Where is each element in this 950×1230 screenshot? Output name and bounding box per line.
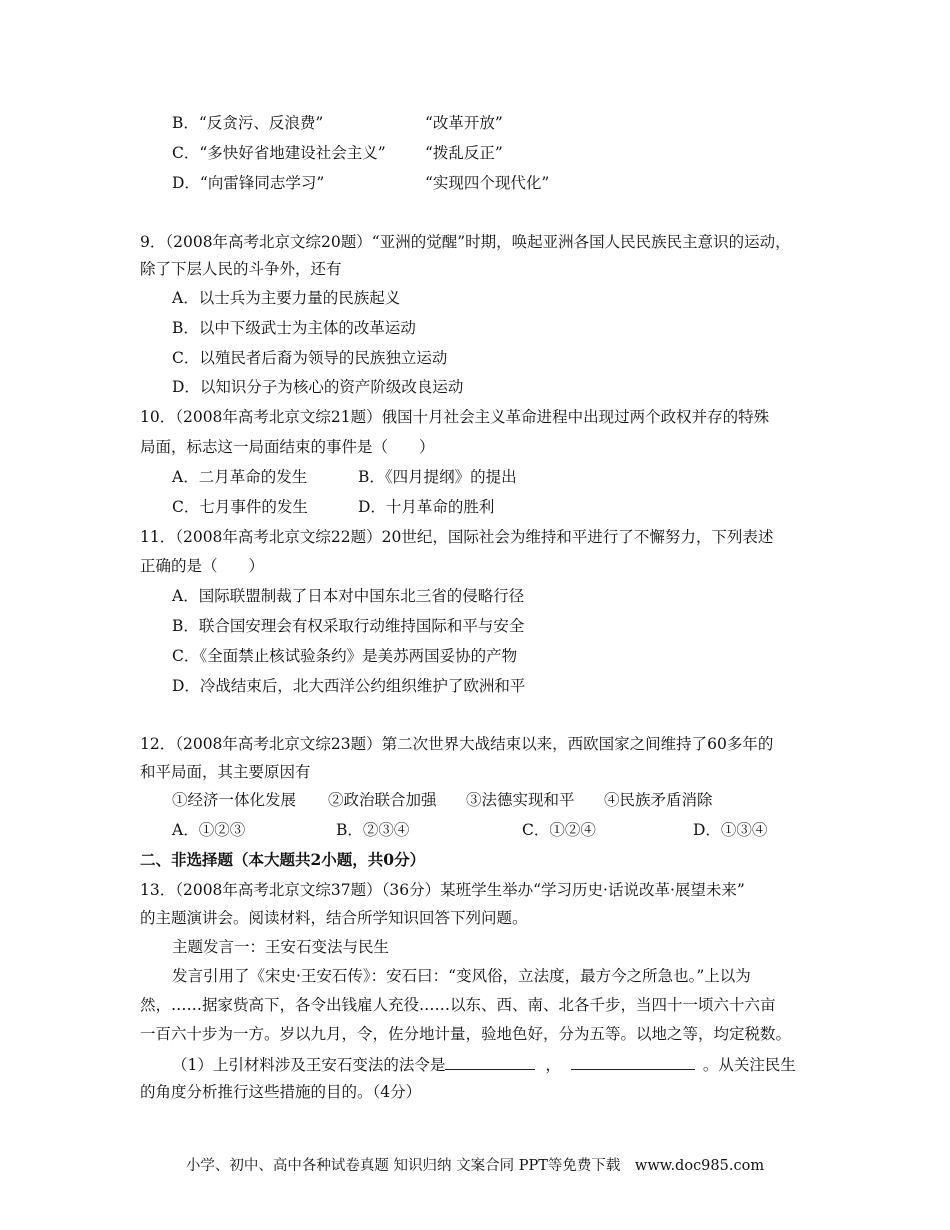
q13-topic: 主题发言一：王安石变法与民生: [172, 938, 390, 956]
q11-stem-line2: 正确的是（ ）: [140, 557, 265, 575]
q12-option-d: D．①③④: [693, 821, 768, 839]
q12-item-2: ②政治联合加强: [328, 791, 437, 809]
q12-option-a: A．①②③: [172, 821, 246, 839]
q11-option-d: D．冷战结束后，北大西洋公约组织维护了欧洲和平: [172, 677, 526, 695]
q13-material-line2: 然，……据家赀高下，各令出钱雇人充役……以东、西、南、北各千步，当四十一顷六十六亩: [140, 996, 776, 1014]
q10-option-d: D．十月革命的胜利: [358, 498, 495, 516]
q13-subquestion-1: （1）上引材料涉及王安石变法的法令是 ， 。从关注民生: [172, 1053, 796, 1075]
q11-option-a: A．国际联盟制裁了日本对中国东北三省的侵略行径: [172, 587, 525, 605]
q10-stem-line1: 10．（2008年高考北京文综21题）俄国十月社会主义革命进程中出现过两个政权并存的特殊: [140, 408, 770, 426]
q13-material-line1: 发言引用了《宋史·王安石传》：安石曰：“变风俗，立法度，最方今之所急也。”上以为: [172, 967, 751, 985]
q10-option-a: A．二月革命的发生: [172, 468, 308, 486]
q9-option-b: B．以中下级武士为主体的改革运动: [172, 319, 416, 337]
q13-stem-line1: 13．（2008年高考北京文综37题）（36分）某班学生举办“学习历史·话说改革·展望未来”: [140, 881, 745, 899]
q13-subquestion-1-line2: 的角度分析推行这些措施的目的。（4分）: [140, 1083, 422, 1101]
q12-option-c: C．①②④: [522, 821, 596, 839]
q9-stem-line1: 9．（2008年高考北京文综20题）“亚洲的觉醒”时期，唤起亚洲各国人民民族民主意识的运动，: [140, 233, 791, 251]
q10-option-c: C．七月事件的发生: [172, 498, 308, 516]
q13-material-line3: 一百六十步为一方。岁以九月，令，佐分地计量，验地色好，分为五等。以地之等，均定税数。: [140, 1025, 792, 1043]
q8-option-c: C．“多快好省地建设社会主义” “拨乱反正”: [172, 144, 503, 162]
q11-option-c: C．《全面禁止核试验条约》是美苏两国妥协的产物: [172, 647, 518, 665]
q12-stem-line1: 12．（2008年高考北京文综23题）第二次世界大战结束以来，西欧国家之间维持了60多年的: [140, 735, 774, 753]
q12-item-1: ①经济一体化发展: [172, 791, 297, 809]
q12-option-b: B．②③④: [336, 821, 410, 839]
section-heading: 二、非选择题（本大题共2小题，共0分）: [140, 850, 426, 869]
q10-stem-line2: 局面，标志这一局面结束的事件是（ ）: [140, 438, 435, 456]
q8-option-d: D．“向雷锋同志学习” “实现四个现代化”: [172, 174, 550, 192]
q8-option-b: B．“反贪污、反浪费” “改革开放”: [172, 114, 503, 132]
q12-item-4: ④民族矛盾消除: [604, 791, 713, 809]
q12-stem-line2: 和平局面，其主要原因有: [140, 763, 311, 781]
page-footer: 小学、初中、高中各种试卷真题 知识归纳 文案合同 PPT等免费下载 www.doc985.com: [185, 1158, 765, 1174]
q11-stem-line1: 11．（2008年高考北京文综22题）20世纪，国际社会为维持和平进行了不懈努力，下列表述: [140, 528, 774, 546]
q9-option-a: A．以士兵为主要力量的民族起义: [172, 289, 401, 307]
q9-stem-line2: 除了下层人民的斗争外，还有: [140, 260, 342, 278]
answer-blank-1[interactable]: [445, 1053, 535, 1070]
q13-stem-line2: 的主题演讲会。阅读材料，结合所学知识回答下列问题。: [140, 909, 528, 927]
q11-option-b: B．联合国安理会有权采取行动维持国际和平与安全: [172, 617, 525, 635]
q12-item-3: ③法德实现和平: [466, 791, 575, 809]
q9-option-d: D．以知识分子为核心的资产阶级改良运动: [172, 378, 464, 396]
q10-option-b: B．《四月提纲》的提出: [358, 468, 517, 486]
answer-blank-2[interactable]: [571, 1053, 695, 1070]
q9-option-c: C．以殖民者后裔为领导的民族独立运动: [172, 349, 448, 367]
